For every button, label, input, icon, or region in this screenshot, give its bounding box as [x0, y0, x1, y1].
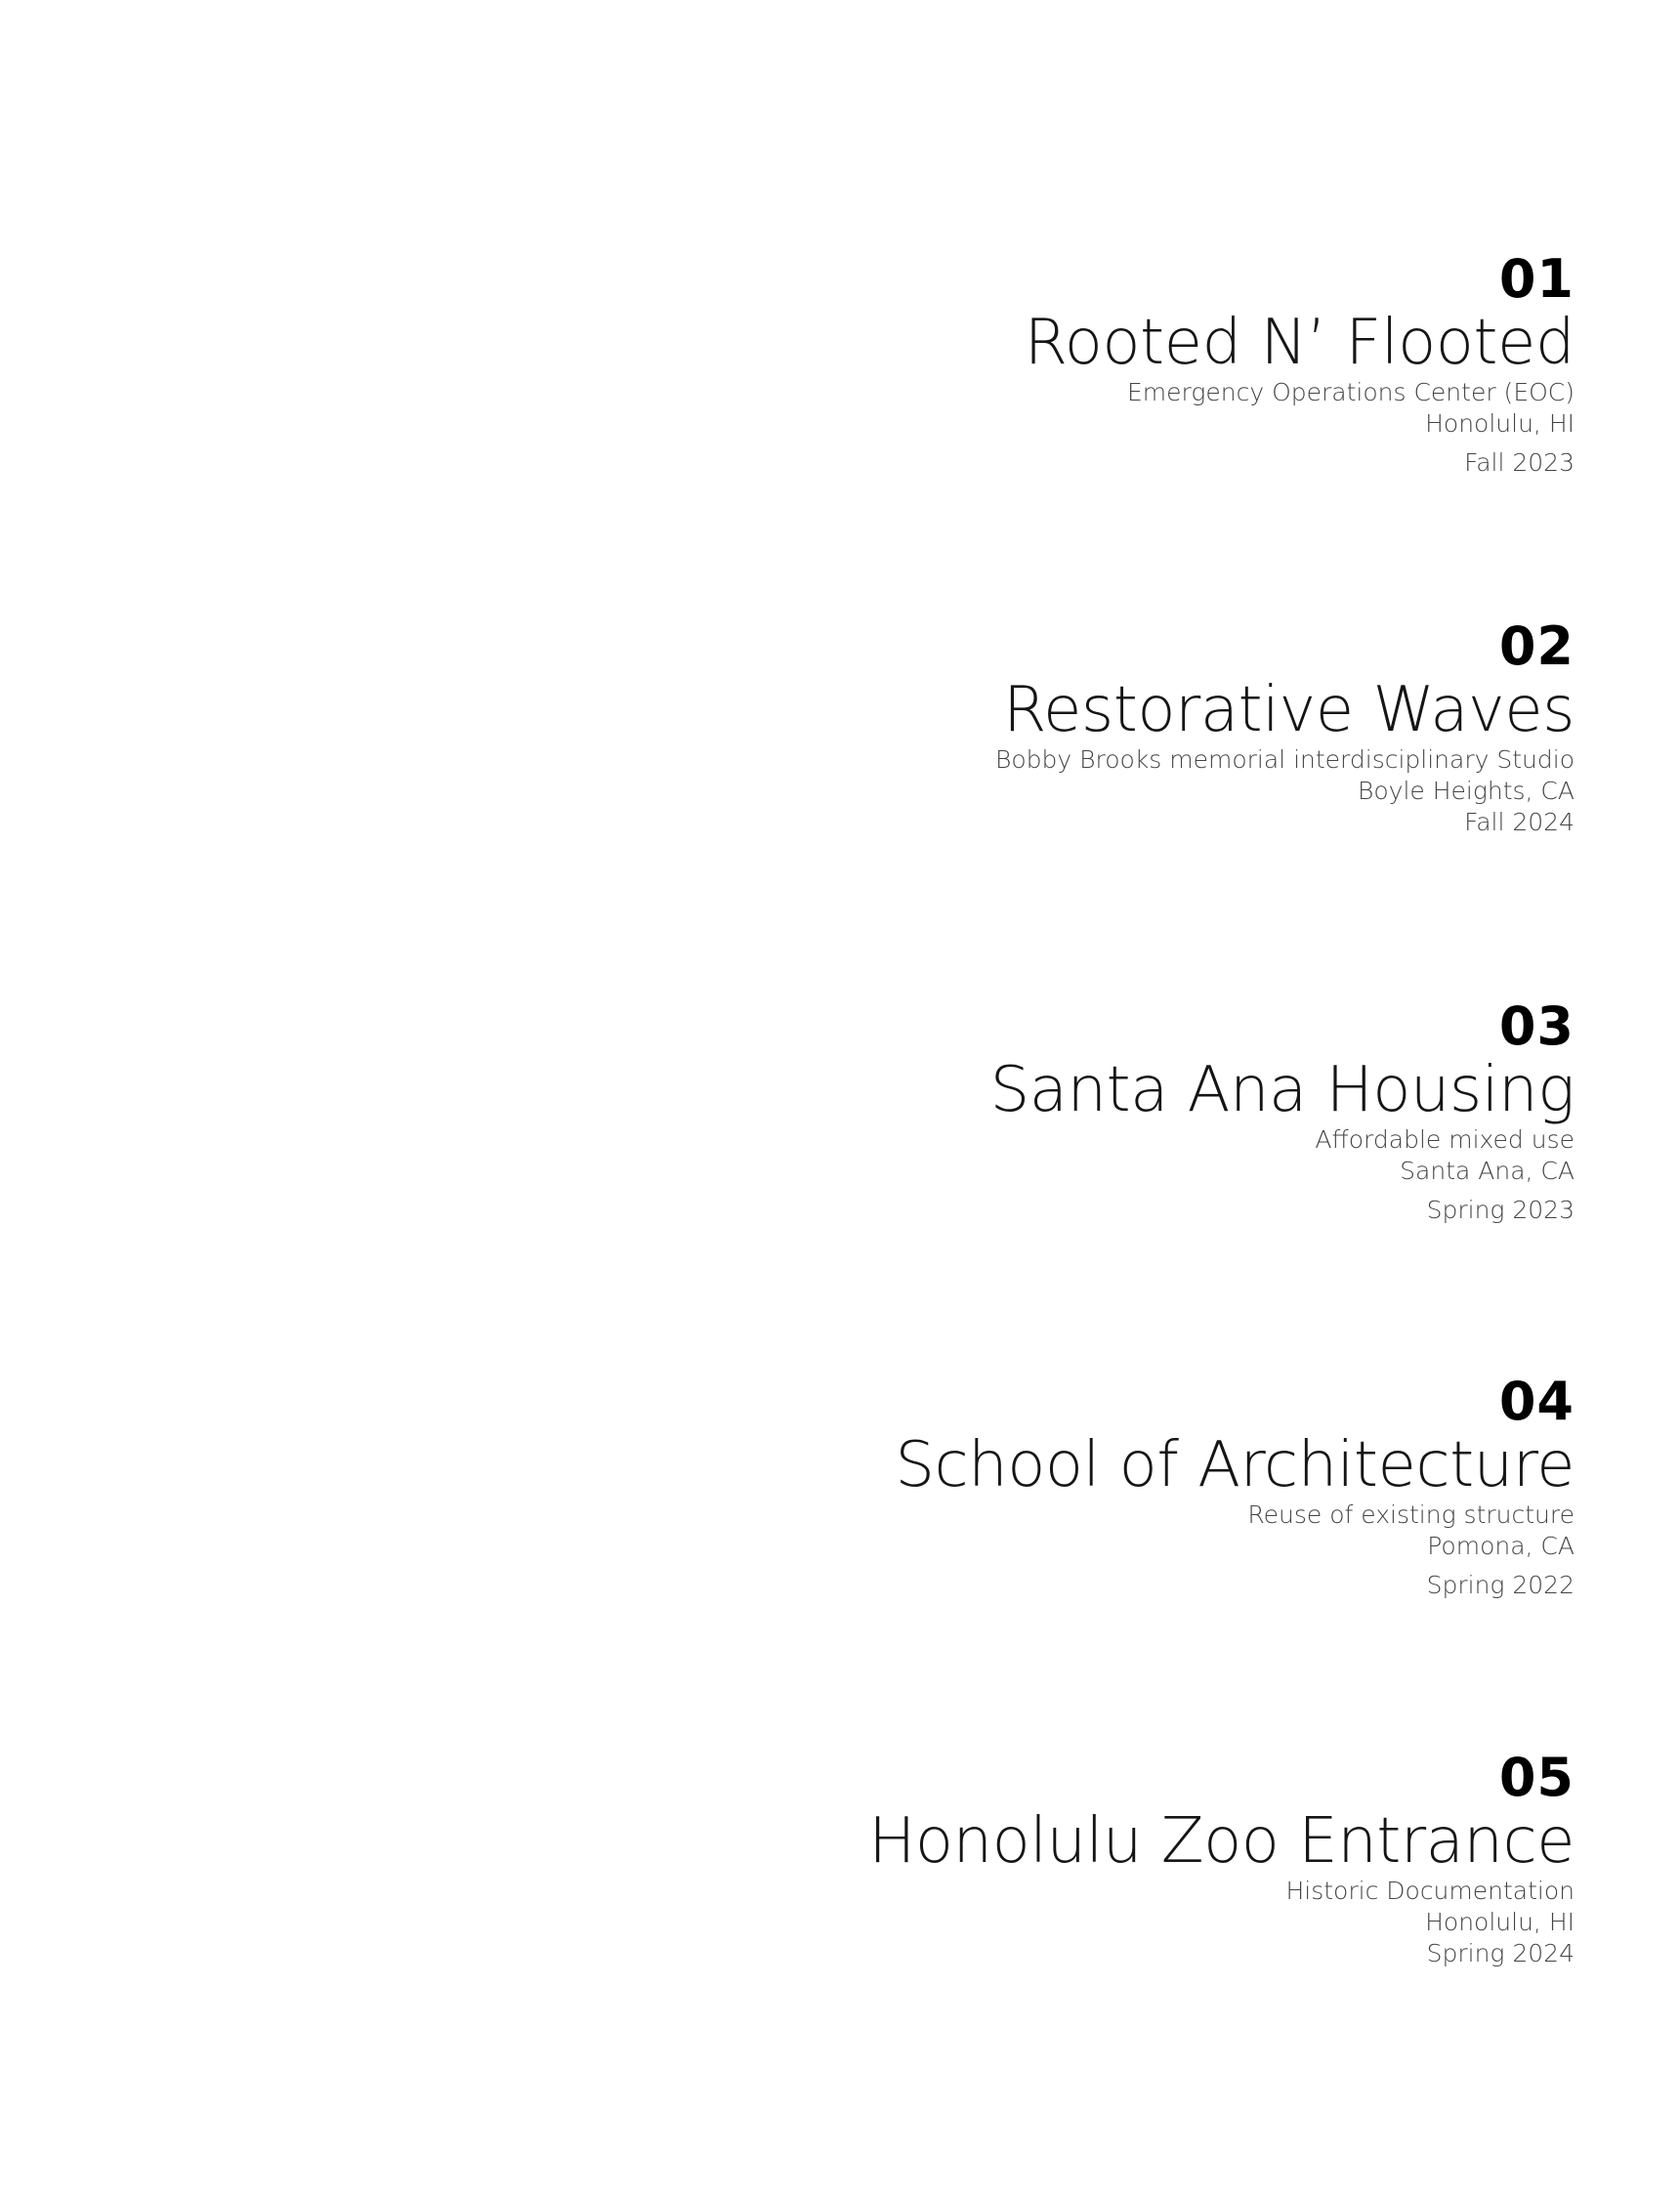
project-location: Honolulu, HI — [1425, 409, 1575, 438]
project-term: Fall 2023 — [1464, 448, 1575, 477]
project-location: Santa Ana, CA — [1400, 1157, 1575, 1185]
project-title: Santa Ana Housing — [989, 1054, 1575, 1126]
project-title: Rooted N’ Flooted — [1024, 307, 1575, 379]
project-number: 05 — [1498, 1747, 1575, 1808]
project-term: Spring 2024 — [1426, 1939, 1575, 1967]
project-subtitle: Bobby Brooks memorial interdisciplinary Studio — [994, 745, 1575, 774]
project-title: Honolulu Zoo Entrance — [868, 1805, 1575, 1878]
project-subtitle: Affordable mixed use — [1315, 1125, 1575, 1154]
project-title: School of Architecture — [895, 1429, 1575, 1501]
project-entry — [500, 1749, 1575, 1969]
project-number: 01 — [1498, 248, 1575, 310]
project-term: Fall 2024 — [1464, 808, 1575, 836]
project-number: 02 — [1498, 615, 1575, 677]
project-location: Boyle Heights, CA — [1358, 777, 1575, 805]
project-number: 03 — [1498, 995, 1575, 1057]
project-number: 04 — [1498, 1371, 1575, 1432]
project-term: Spring 2022 — [1426, 1571, 1575, 1599]
project-term: Spring 2023 — [1426, 1196, 1575, 1224]
project-entry — [500, 997, 1575, 1226]
project-location: Pomona, CA — [1427, 1532, 1575, 1560]
project-title: Restorative Waves — [1002, 674, 1575, 746]
project-location: Honolulu, HI — [1425, 1908, 1575, 1936]
project-subtitle: Emergency Operations Center (EOC) — [1127, 378, 1575, 406]
project-subtitle: Reuse of existing structure — [1247, 1500, 1575, 1529]
project-entry — [500, 1373, 1575, 1601]
project-entry — [500, 617, 1575, 838]
project-entry — [500, 250, 1575, 479]
project-subtitle: Historic Documentation — [1285, 1877, 1575, 1905]
